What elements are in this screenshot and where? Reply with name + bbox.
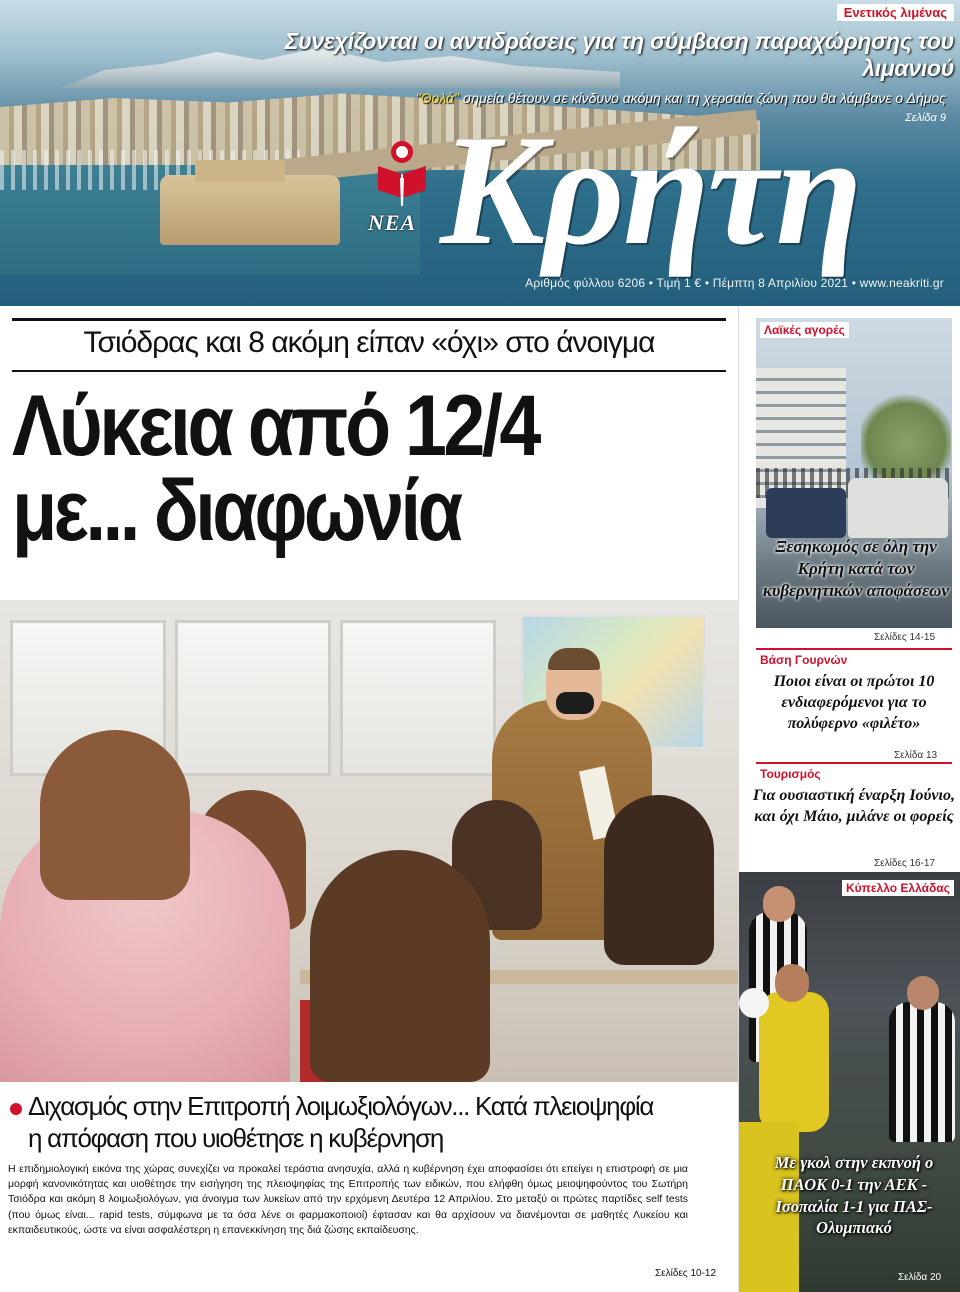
main-headline-line-2: με... διαφωνία <box>12 463 460 560</box>
port-subhead-text: σημεία θέτουν σε κίνδυνο ακόμη και τη χερσαία ζώνη που θα λάμβανε ο Δήμος <box>458 90 946 106</box>
main-subheadline: Διχασμός στην Επιτροπή λοιμωξιολόγων... Κατά πλειοψηφία η απόφαση που υιοθέτησε η κυβέρνηση <box>28 1091 654 1153</box>
gournon-page-ref: Σελίδα 13 <box>894 750 938 761</box>
paok-player-figure <box>889 1002 955 1142</box>
classroom-photo <box>0 600 738 1082</box>
aek-player-figure <box>759 992 829 1132</box>
port-kicker: Ενετικός λιμένας <box>837 4 954 21</box>
teacher-hair <box>548 648 600 670</box>
logo-nea: ΝΕΑ <box>368 210 417 235</box>
pickup-truck-photo <box>848 478 948 538</box>
player-head <box>775 964 809 1002</box>
gournon-kicker: Βάση Γουρνών <box>756 652 851 668</box>
tourism-kicker: Τουρισμός <box>756 766 825 782</box>
main-headline-line-1: Λύκεια από 12/4 <box>12 378 538 474</box>
fortress-photo <box>160 175 340 245</box>
issue-info-line: Αριθμός φύλλου 6206 • Τιμή 1 € • Πέμπτη 8 Απριλίου 2021 • www.neakriti.gr <box>525 276 944 290</box>
port-headline: Συνεχίζονται οι αντιδράσεις για τη σύμβαση παραχώρησης του λιμανιού <box>284 28 954 81</box>
section-divider <box>756 648 952 650</box>
player-head <box>763 886 795 922</box>
gournon-headline: Ποιοι είναι οι πρώτοι 10 ενδιαφερόμενοι για το πολύφερνο «φιλέτο» <box>773 673 935 733</box>
tractor-photo <box>766 488 846 538</box>
market-headline: Ξεσηκωμός σε όλη την Κρήτη κατά των κυβερνητικών αποφάσεων <box>763 537 949 601</box>
cup-headline: Με γκολ στην εκπνοή ο ΠΑΟΚ 0-1 την ΑΕΚ - Ισοπαλία 1-1 για ΠΑΣ-Ολυμπιακό <box>774 1153 934 1238</box>
cup-page-ref: Σελίδα 20 <box>898 1272 942 1283</box>
student-figure <box>40 730 190 900</box>
tourism-headline: Για ουσιαστική έναρξη Ιούνιο, και όχι Μάιο, μιλάνε οι φορείς <box>753 787 955 826</box>
player-head <box>907 976 939 1010</box>
classroom-window <box>340 620 496 776</box>
cup-kicker: Κύπελλο Ελλάδας <box>842 880 954 896</box>
main-page-ref: Σελίδες 10-12 <box>655 1268 717 1279</box>
logo-kriti: Κρήτη <box>440 103 861 278</box>
student-figure <box>310 850 490 1082</box>
port-page-ref: Σελίδα 9 <box>905 112 946 124</box>
kicker-bottom-rule <box>12 370 726 372</box>
bullet-icon <box>10 1103 22 1115</box>
masthead <box>0 0 960 306</box>
section-divider <box>756 762 952 764</box>
main-headline <box>12 378 640 560</box>
kicker-top-rule <box>12 318 726 321</box>
tourism-page-ref: Σελίδες 16-17 <box>874 858 936 869</box>
student-figure <box>604 795 714 965</box>
port-subhead-quote: "Θολά" <box>415 90 459 106</box>
main-body-text: Η επιδημιολογική εικόνα της χώρας συνεχίζει να προκαλεί τεράστια ανησυχία, αλλά η κυβέρνηση έχει αποφασίσει ότι επείγει η επιστροφή σε μια μορφή κανονικότητας και υιοθέτησε την εισήγηση της πλειοψηφίας της Επιτροπής των ειδικών, που ελήφθη όμως μειοψηφούντος του Σωτήρη Τσιόδρα και ακόμη 8 λοιμωξιολόγων, για άνοιγμα των λυκείων από την ερχόμενη Δευτέρα 12 Απριλίου. Στο μεταξύ οι πρώτες παρτίδες self tests (που όμως είναι... rapid tests, σύμφωνα με τα όσα λένε οι φαρμακοποιοί) έφτασαν και θα αρχίσουν να διανέμονται σε μαθητές Λυκείου και εκπαιδευτικούς, ώστε να είναι ασφαλέστερη η επανεκκίνηση της διά ζώσης εκπαίδευσης. <box>8 1163 688 1236</box>
fortress-tower-photo <box>195 160 285 182</box>
market-page-ref: Σελίδες 14-15 <box>874 632 936 643</box>
port-subhead <box>300 90 946 106</box>
classroom-window <box>175 620 331 776</box>
face-mask <box>556 692 594 714</box>
logo-emblem-icon <box>372 138 432 208</box>
football-ball <box>739 988 769 1018</box>
main-kicker: Τσιόδρας και 8 ακόμη είπαν «όχι» στο άνοιγμα <box>83 326 655 359</box>
market-kicker: Λαϊκές αγορές <box>760 322 849 338</box>
